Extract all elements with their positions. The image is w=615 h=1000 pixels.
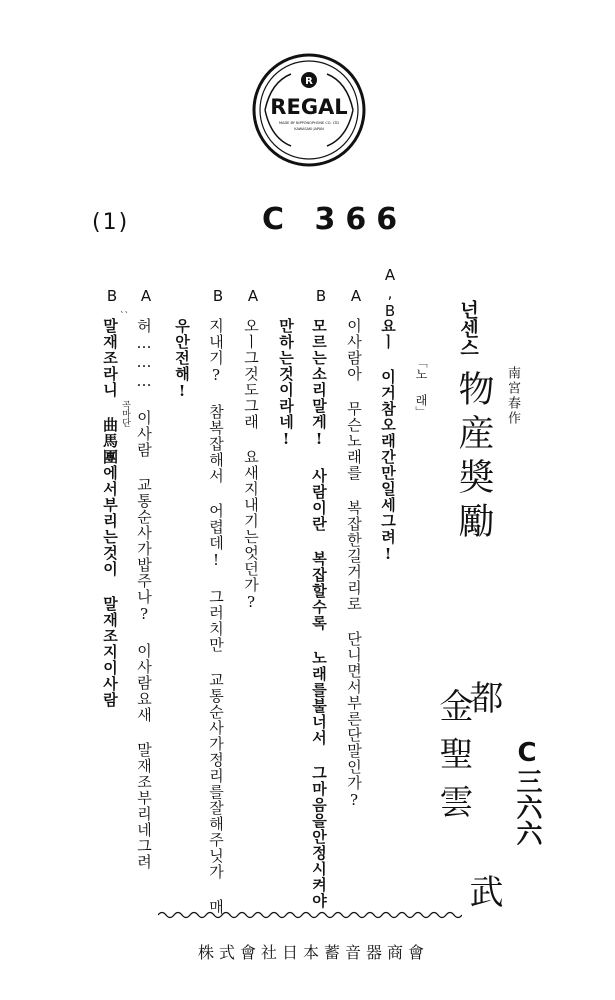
performer-1: 都 武: [463, 680, 503, 968]
genre-label: 넌센스: [457, 300, 479, 357]
publisher-footer: 株式會社日本蓄音器商會: [197, 943, 429, 962]
ruby-mark: ˋˋ: [120, 312, 129, 322]
logo-small-text: MADE BY NIPPONOPHONE CO. LTD: [279, 121, 339, 125]
dialogue-line: 이사람아 무슨노래를 복잡한길거리로 단니면서부른단말인가?: [345, 318, 363, 810]
author: 南宮春作: [505, 366, 520, 426]
page-number: (1): [92, 210, 130, 235]
regal-logo-svg: [251, 52, 367, 168]
speaker-label: B: [103, 287, 121, 305]
regal-logo: [251, 52, 367, 168]
logo-emblem: R: [305, 76, 313, 87]
logo-text: REGAL: [270, 95, 348, 119]
dialogue-line: 지내기? 참복잡해서 어렵데! 그러치만 교통순사가정리를잘해주닛가 매: [207, 318, 225, 915]
speaker-label: B: [209, 287, 227, 305]
speaker-label: B: [312, 287, 330, 305]
performer-2: 金聖雲: [433, 688, 473, 832]
dialogue-line: 허……… 이사람 교통순사가밥주나? 이사람요새 말재조부리네그려: [135, 318, 153, 870]
speaker-label: A: [347, 287, 365, 305]
speaker-label: A: [244, 287, 262, 305]
speaker-label: A: [137, 287, 155, 305]
dialogue-line: 모르는소리말게! 사람이란 복잡할수록 노래를불너서 그마음을안정시켜야: [310, 318, 328, 909]
catalog-number: C三六六: [512, 738, 542, 846]
wavy-divider: [158, 905, 462, 915]
dialogue-line: 오ㅣ그것도그래 요새지내기는엇던가?: [242, 318, 260, 612]
record-number: C 366: [262, 202, 408, 237]
dialogue-line: 말재조라니 曲馬團에서부리는것이 말재조지이사람: [101, 318, 119, 708]
logo-small-text-2: KAWASAKI JAPAN: [294, 127, 324, 131]
speaker-label: A,B: [381, 266, 399, 320]
song-note: 「노 래」: [414, 356, 428, 418]
dialogue-line: 우안전해!: [173, 318, 191, 401]
dialogue-line: 만하는것이라네!: [277, 318, 295, 449]
main-title: 物産奬勵: [453, 370, 494, 546]
dialogue-line: 요ㅣ 이거참오래간만일세그려!: [379, 318, 397, 564]
ruby-gloss: 곡마단: [120, 400, 130, 427]
